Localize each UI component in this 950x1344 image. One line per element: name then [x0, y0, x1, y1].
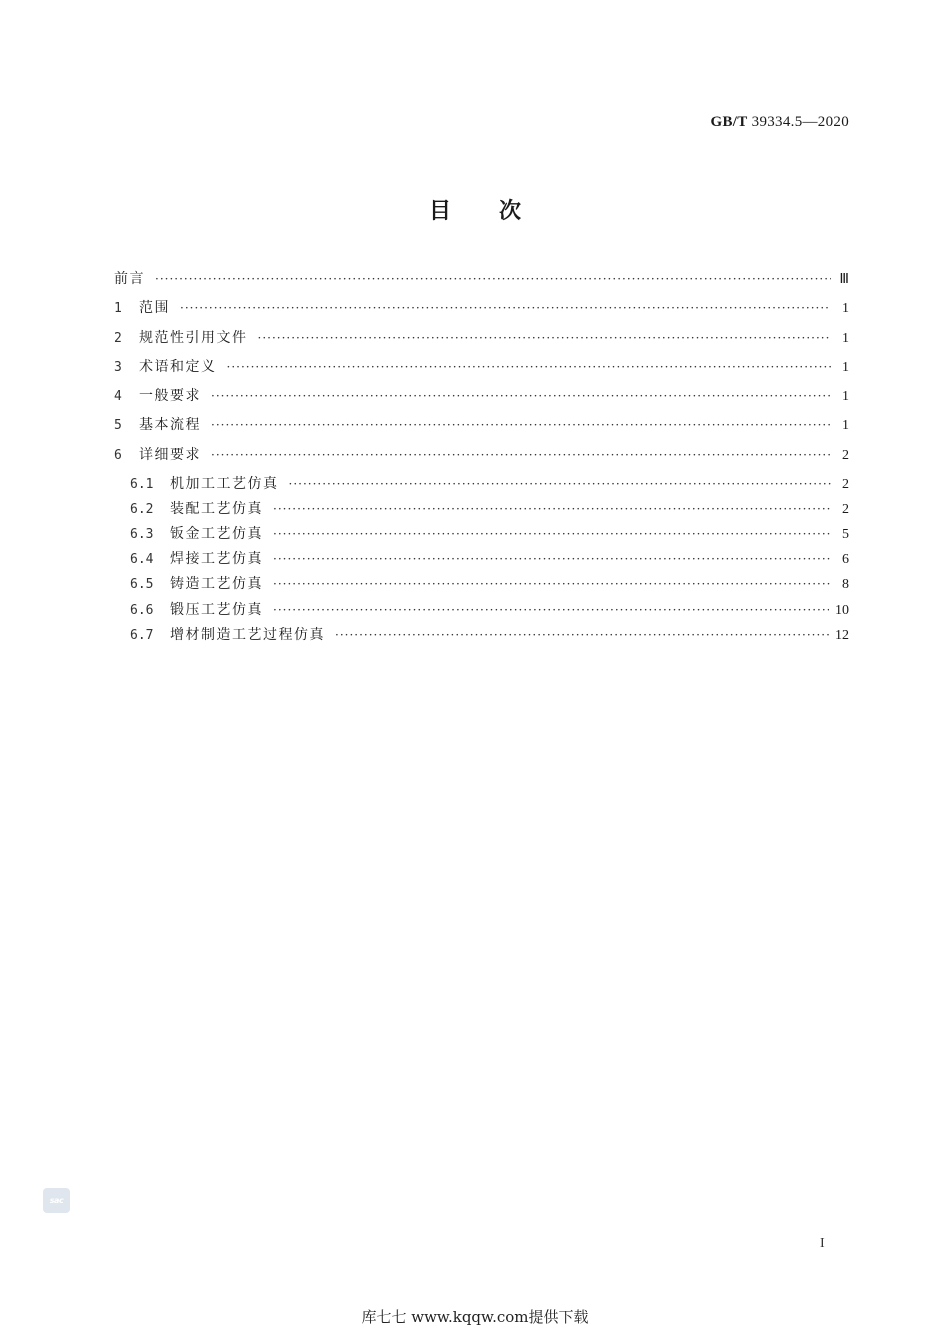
toc-entry-text: 术语和定义 — [139, 358, 217, 375]
toc-entry-3[interactable] — [114, 358, 849, 387]
toc-entry-page: 5 — [842, 527, 849, 543]
toc-entry-page: 1 — [842, 359, 849, 375]
toc-entry-6-4[interactable] — [114, 550, 849, 575]
toc-entry-page: 12 — [835, 627, 849, 643]
toc-entry-5[interactable] — [114, 416, 849, 445]
toc-entry-page: 8 — [842, 577, 849, 593]
toc-entry-text: 增材制造工艺过程仿真 — [170, 626, 325, 643]
toc-entry-text: 焊接工艺仿真 — [170, 551, 263, 568]
toc-entry-number: 6.1 — [130, 477, 154, 493]
toc-leader-dots — [211, 387, 831, 405]
toc-leader-dots — [273, 575, 831, 593]
toc-leader-dots — [155, 270, 831, 288]
toc-entry-page: Ⅲ — [839, 272, 849, 287]
toc-entry-6-7[interactable] — [114, 626, 849, 651]
toc-leader-dots — [273, 525, 831, 543]
toc-entry-number: 6 — [114, 447, 122, 463]
toc-entry-2[interactable] — [114, 329, 849, 358]
toc-entry-page: 1 — [842, 389, 849, 405]
toc-leader-dots — [227, 358, 832, 376]
toc-leader-dots — [180, 299, 831, 317]
toc-entry-page: 2 — [842, 477, 849, 493]
toc-entry-page: 1 — [842, 330, 849, 346]
toc-entry-page: 2 — [842, 502, 849, 518]
page-number: I — [820, 1236, 825, 1251]
toc-title-part2: 次 — [499, 199, 522, 224]
toc-entry-text: 钣金工艺仿真 — [170, 526, 263, 543]
toc-entry-number: 6.5 — [130, 577, 154, 593]
toc-entry-number: 6.6 — [130, 602, 154, 618]
toc-entry-foreword[interactable] — [114, 270, 849, 299]
toc-entry-text: 铸造工艺仿真 — [170, 576, 263, 593]
toc-entry-text: 锻压工艺仿真 — [170, 601, 263, 618]
toc-entry-text: 装配工艺仿真 — [170, 501, 263, 518]
toc-title — [0, 194, 950, 225]
toc-entry-number: 1 — [114, 301, 122, 317]
toc-entry-number: 5 — [114, 418, 122, 434]
table-of-contents — [114, 270, 849, 651]
toc-leader-dots — [273, 601, 829, 619]
toc-entry-6-5[interactable] — [114, 575, 849, 600]
toc-leader-dots — [258, 329, 832, 347]
toc-entry-number: 2 — [114, 330, 122, 346]
toc-entry-page: 2 — [842, 447, 849, 463]
toc-entry-6-1[interactable] — [114, 475, 849, 500]
toc-entry-number: 3 — [114, 359, 122, 375]
toc-entry-number: 6.2 — [130, 502, 154, 518]
toc-entry-6-3[interactable] — [114, 525, 849, 550]
toc-entry-text: 机加工工艺仿真 — [170, 476, 279, 493]
toc-entry-number: 6.7 — [130, 627, 154, 643]
toc-entry-text: 一般要求 — [139, 388, 201, 405]
toc-entry-text: 详细要求 — [139, 446, 201, 463]
toc-entry-text: 规范性引用文件 — [139, 329, 248, 346]
standard-code: GB/T — [710, 114, 748, 130]
standard-number — [711, 114, 849, 131]
toc-leader-dots — [211, 416, 831, 434]
toc-entry-1[interactable] — [114, 299, 849, 328]
standard-number-value: 39334.5—2020 — [751, 114, 849, 130]
toc-entry-page: 1 — [842, 301, 849, 317]
toc-leader-dots — [273, 550, 831, 568]
toc-entry-text: 范围 — [139, 300, 170, 317]
toc-leader-dots — [289, 475, 832, 493]
toc-entry-text: 前言 — [114, 271, 145, 287]
toc-leader-dots — [211, 446, 831, 464]
toc-entry-4[interactable] — [114, 387, 849, 416]
toc-entry-6-6[interactable] — [114, 601, 849, 626]
toc-entry-page: 6 — [842, 552, 849, 568]
toc-entry-number: 4 — [114, 389, 122, 405]
toc-entry-text: 基本流程 — [139, 417, 201, 434]
toc-entry-number: 6.3 — [130, 527, 154, 543]
toc-entry-page: 10 — [835, 602, 849, 618]
toc-entry-6-2[interactable] — [114, 500, 849, 525]
toc-title-part1: 目 — [428, 199, 451, 224]
toc-entry-number: 6.4 — [130, 552, 154, 568]
toc-leader-dots — [273, 500, 831, 518]
toc-entry-6[interactable] — [114, 446, 849, 475]
toc-leader-dots — [335, 626, 829, 644]
toc-entry-page: 1 — [842, 418, 849, 434]
download-footer: 库七七 www.kqqw.com提供下载 — [361, 1308, 589, 1326]
sac-logo-icon: sac — [43, 1188, 70, 1213]
